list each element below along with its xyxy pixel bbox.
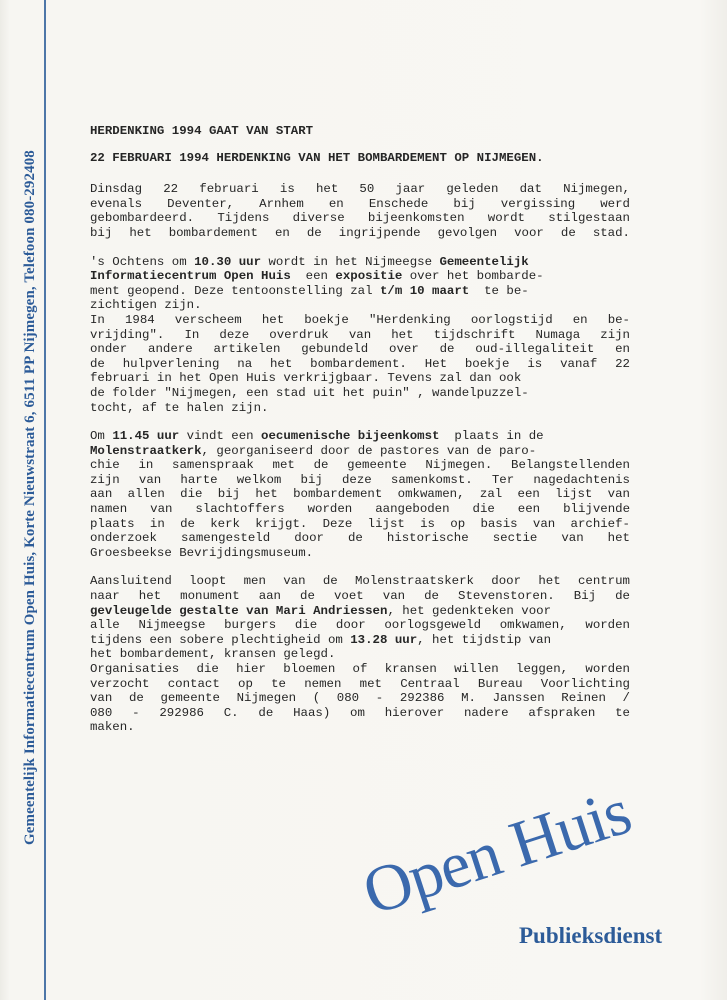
text-line: Organisaties die hier bloemen of kransen willen leggen, worden <box>90 662 630 676</box>
text-line: maken. <box>90 720 135 735</box>
text-run: , het tijdstip van <box>417 632 552 647</box>
text-run: wordt in het Nijmeegse <box>261 254 440 269</box>
text-line: namen van slachtoffers worden aangeboden die een blijvende <box>90 502 630 517</box>
text-line <box>90 269 630 284</box>
paragraph-4 <box>90 574 630 735</box>
sidebar-address: Gemeentelijk Informatiecentrum Open Huis, Korte Nieuwstraat 6, 6511 PP Nijmegen, Telefoon 080-292408 <box>22 150 38 845</box>
text-line: evenals Deventer, Arnhem en Enschede bij vergissing werd <box>90 196 630 211</box>
text-line: het bombardement, kransen gelegd. <box>90 647 336 662</box>
text-run: , het gedenkteken voor <box>387 603 552 618</box>
text-line <box>90 255 630 270</box>
text-run: Om <box>90 429 113 444</box>
text-line: vrijding". In deze overdruk van het tijdschrift Numaga zijn <box>90 327 630 342</box>
text-line: aan allen die bij het bombardement omkwamen, zal een lijst van <box>90 487 630 502</box>
text-run: 's Ochtens om <box>90 254 195 269</box>
text-line <box>90 444 630 459</box>
monument-highlight: gevleugelde gestalte van Mari Andriessen <box>90 603 388 618</box>
text-line <box>90 284 630 299</box>
text-line <box>90 429 630 444</box>
text-run: tijdens een sobere plechtigheid om <box>90 632 351 647</box>
text-line: Dinsdag 22 februari is het 50 jaar geleden dat Nijmegen, <box>90 182 630 197</box>
text-line: 080 - 292986 C. de Haas) om hierover nadere afspraken te <box>90 705 630 720</box>
text-line: tocht, af te halen zijn. <box>90 400 269 415</box>
margin-rule <box>44 0 46 1000</box>
document-body <box>90 124 630 749</box>
text-line: plaats in de kerk krijgt. Deze lijst is op basis van archief- <box>90 516 630 531</box>
document-subtitle: 22 FEBRUARI 1994 HERDENKING VAN HET BOMBARDEMENT OP NIJMEGEN. <box>90 150 544 165</box>
document-title: HERDENKING 1994 GAAT VAN START <box>90 124 314 138</box>
date-highlight: t/m 10 maart <box>380 283 470 298</box>
open-huis-logo <box>354 774 692 980</box>
text-line: zichtigen zijn. <box>90 298 202 313</box>
time-highlight: 10.30 uur <box>194 254 262 269</box>
text-run: te be- <box>469 283 529 298</box>
text-line: zijn van harte welkom bij deze samenkomst. Ter nagedachtenis <box>90 472 630 487</box>
text-line: gebombardeerd. Tijdens diverse bijeenkomsten wordt stilgestaan <box>90 211 630 226</box>
time-highlight: 11.45 uur <box>112 429 180 444</box>
text-line: Groesbeekse Bevrijdingsmuseum. <box>90 545 314 560</box>
text-line: naar het monument aan de voet van de Stevenstoren. Bij de <box>90 589 630 604</box>
time-highlight: 13.28 uur <box>350 632 418 647</box>
paragraph-3 <box>90 429 630 560</box>
text-line: de hulpverlening na het bombardement. Het boekje is vanaf 22 <box>90 356 630 371</box>
venue-highlight: Molenstraatkerk <box>90 443 202 458</box>
text-line: Aansluitend loopt men van de Molenstraatskerk door het centrum <box>90 574 630 589</box>
text-line: alle Nijmeegse burgers die door oorlogsgeweld omkwamen, worden <box>90 618 630 633</box>
text-line: van de gemeente Nijmegen ( 080 - 292386 M. Janssen Reinen / <box>90 691 630 706</box>
text-run: vindt een <box>179 429 262 444</box>
text-line: de folder "Nijmegen, een stad uit het puin" , wandelpuzzel- <box>90 385 529 400</box>
event-highlight: expositie <box>335 269 403 284</box>
text-line <box>90 633 630 648</box>
venue-highlight: Gemeentelijk <box>439 254 529 269</box>
text-run: plaats in de <box>439 429 544 444</box>
text-line: onderzoek samengesteld door de historische sectie van het <box>90 531 630 546</box>
text-line: In 1984 verscheem het boekje "Herdenking oorlogstijd en be- <box>90 312 630 327</box>
event-highlight: oecumenische bijeenkomst <box>261 429 440 444</box>
logo-wordmark: Open Huis <box>354 774 639 930</box>
text-run: over het bombarde- <box>402 269 544 284</box>
text-run: een <box>290 269 336 284</box>
text-line: chie in samenspraak met de gemeente Nijmegen. Belangstellenden <box>90 458 630 473</box>
text-line: verzocht contact op te nemen met Centraal Bureau Voorlichting <box>90 676 630 691</box>
text-line: februari in het Open Huis verkrijgbaar. Tevens zal dan ook <box>90 371 522 386</box>
venue-highlight: Informatiecentrum Open Huis <box>90 269 291 284</box>
text-line <box>90 604 630 619</box>
text-line: bij het bombardement en de ingrijpende gevolgen voor de stad. <box>90 225 630 240</box>
text-run: ment geopend. Deze tentoonstelling zal <box>90 283 380 298</box>
text-line: onder andere artikelen gebundeld over de oud-illegaliteit en <box>90 342 630 357</box>
logo-subtitle: Publieksdienst <box>519 923 663 948</box>
paragraph-1 <box>90 182 630 240</box>
paragraph-2 <box>90 255 630 416</box>
text-run: , georganiseerd door de pastores van de paro- <box>201 443 537 458</box>
